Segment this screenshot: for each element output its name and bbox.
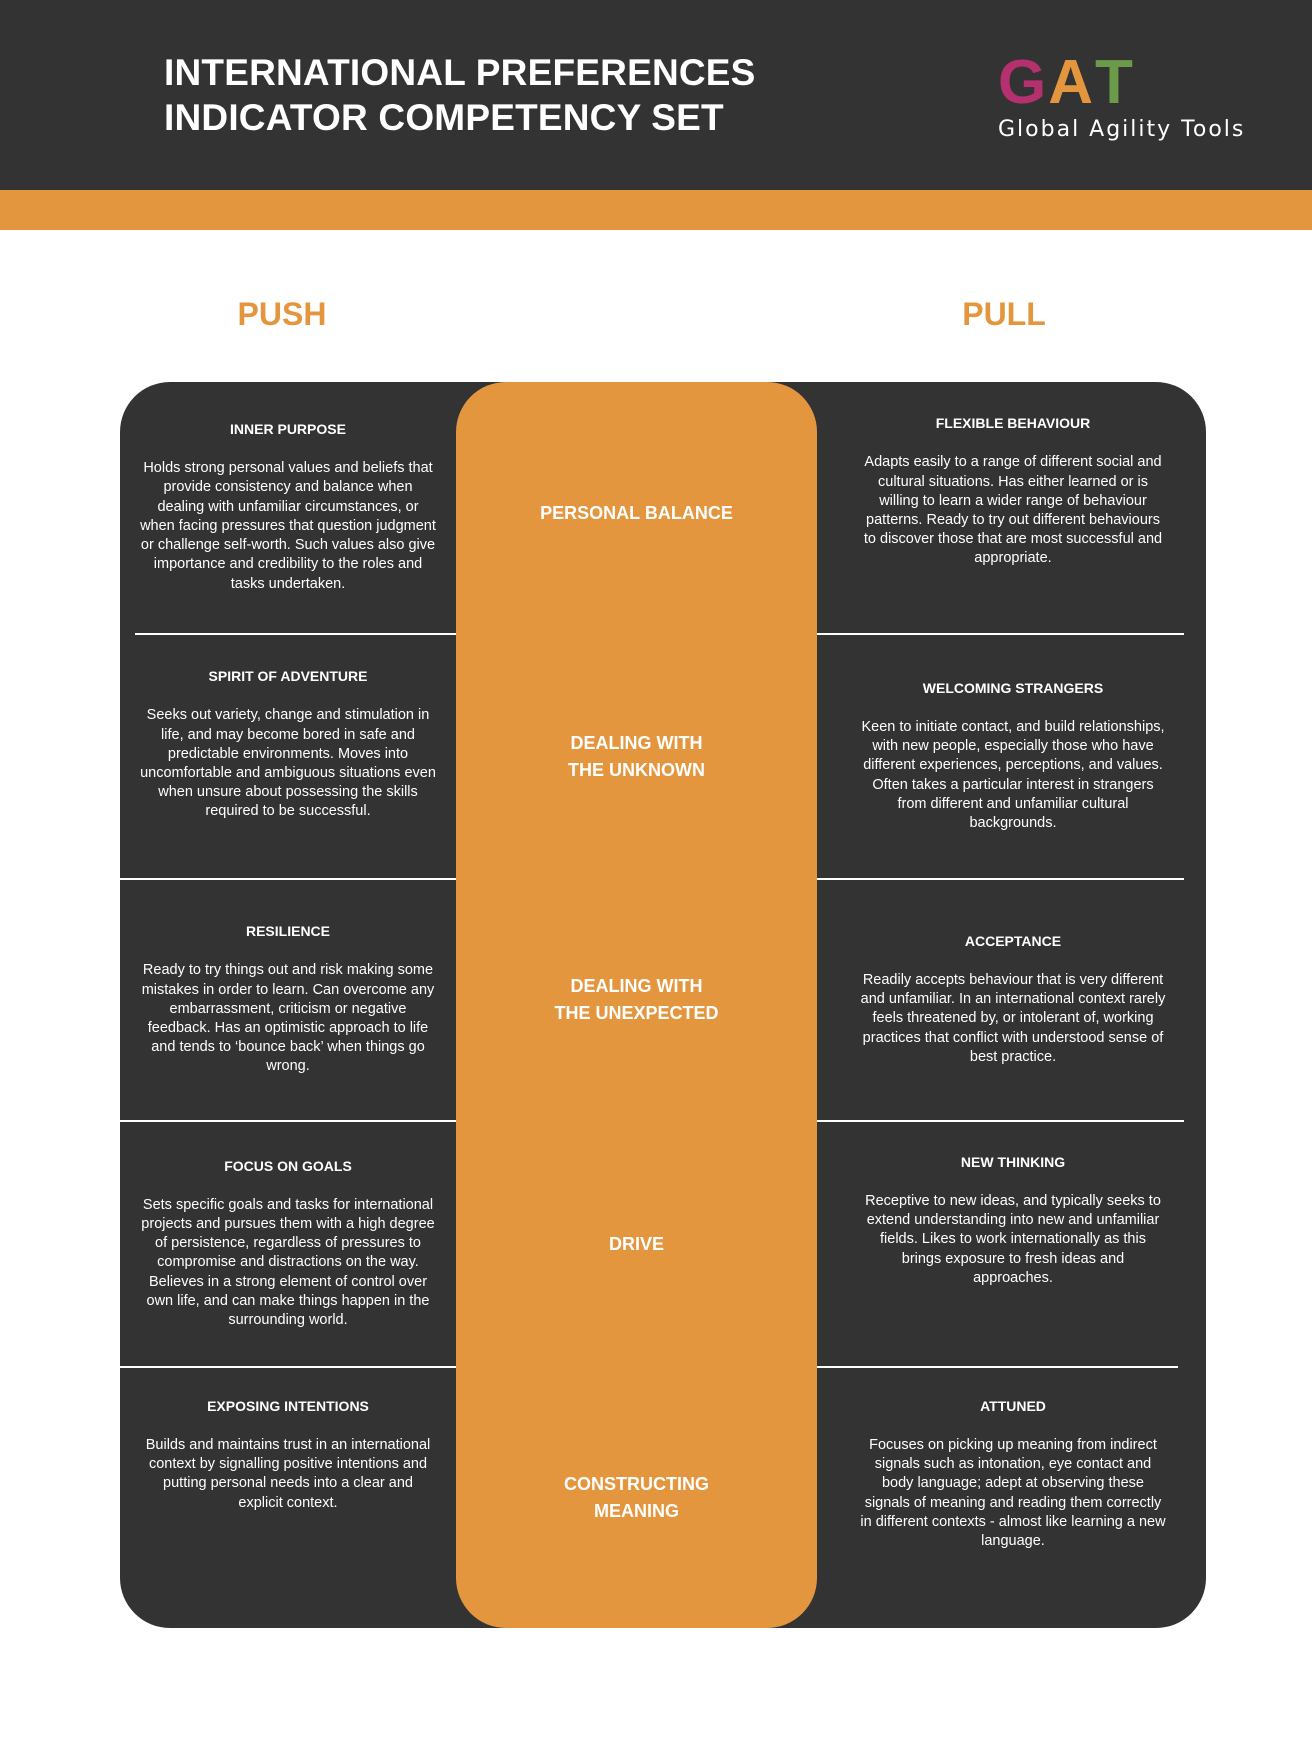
pull-cell — [860, 1132, 1166, 1310]
center-dimension-label — [456, 1368, 817, 1628]
pull-cell — [860, 880, 1166, 1120]
logo-tagline: Global Agility Tools — [998, 117, 1246, 142]
dimension-text: DRIVE — [608, 1233, 664, 1254]
logo-letters — [998, 50, 1245, 116]
logo-letter-g: G — [998, 48, 1049, 117]
push-competency-title: SPIRIT OF ADVENTURE — [208, 668, 368, 685]
pull-competency-title: NEW THINKING — [960, 1153, 1066, 1170]
pull-competency-description: Adapts easily to a range of different social and cultural situations. Has either learned or is willing to learn a wider range of behaviour patterns. Ready to try out different behaviours to discover those that are most successful and appropriate. — [863, 454, 1163, 567]
pull-competency-title: WELCOMING STRANGERS — [922, 679, 1104, 696]
pull-competency-description: Focuses on picking up meaning from indirect signals such as intonation, eye contact and body language; adept at observing these signals of meaning and reading them correctly in different contexts - almost like learning a new language. — [860, 1437, 1166, 1550]
push-competency-description: Seeks out variety, change and stimulation in life, and may become bored in safe and predictable environments. Moves into uncomfortable and ambiguous situations even when unsure about possessing the skills required to be successful. — [140, 707, 436, 820]
push-competency-title: INNER PURPOSE — [230, 421, 346, 438]
pull-cell — [860, 1398, 1166, 1618]
competency-panel — [120, 382, 1206, 1628]
pull-competency-description: Receptive to new ideas, and typically seeks to extend understanding into new and unfamiliar fields. Likes to work internationally as this brings exposure to fresh ideas and approaches. — [865, 1192, 1161, 1286]
logo-letter-t: T — [1095, 48, 1135, 117]
push-competency-title: EXPOSING INTENTIONS — [207, 1398, 369, 1414]
push-competency-title: RESILIENCE — [245, 923, 330, 940]
center-dimension-label — [456, 880, 817, 1120]
title-line-2: INDICATOR COMPETENCY SET — [164, 97, 724, 138]
pull-competency-title: FLEXIBLE BEHAVIOUR — [935, 415, 1091, 432]
header-accent-band — [0, 190, 1312, 230]
push-cell — [140, 635, 436, 855]
pull-competency-description: Keen to initiate contact, and build relationships, with new people, especially those who have different experiences, perceptions, and values. Often takes a particular interest in strangers from different and unfamiliar cultural backgrounds. — [861, 718, 1165, 831]
center-dimension-label — [456, 382, 817, 644]
logo-letter-a: A — [1048, 48, 1096, 117]
page-title — [164, 50, 756, 140]
competency-row — [120, 1368, 1206, 1628]
push-competency-description: Sets specific goals and tasks for international projects and pursues them with a high degree of persistence, regardless of pressures to compromise and distractions on the way. Believes in a strong element of control over own life, and can make things happen in the surrounding world. — [141, 1196, 435, 1328]
pull-heading: PULL — [962, 296, 1046, 332]
dimension-text: DEALING WITH THE UNEXPECTED — [554, 976, 719, 1023]
push-cell — [140, 1398, 436, 1598]
push-competency-title: FOCUS ON GOALS — [224, 1157, 352, 1174]
competency-row — [120, 880, 1206, 1120]
pull-cell — [860, 392, 1166, 592]
pull-competency-title: ACCEPTANCE — [964, 932, 1062, 949]
competency-row — [120, 635, 1206, 878]
dimension-text: DEALING WITH THE UNKNOWN — [568, 732, 705, 780]
pull-competency-description: Readily accepts behaviour that is very different and unfamiliar. In an international context rarely feels threatened by, or intolerant of, working practices that conflict with understood sense of best practice. — [860, 971, 1166, 1065]
title-line-1: INTERNATIONAL PREFERENCES — [164, 52, 756, 93]
pull-competency-title: ATTUNED — [980, 1398, 1046, 1414]
push-heading: PUSH — [237, 296, 327, 332]
dimension-text: PERSONAL BALANCE — [540, 502, 733, 523]
center-dimension-label — [456, 635, 817, 878]
page-header — [0, 0, 1312, 190]
push-cell — [140, 1122, 436, 1366]
push-cell — [140, 880, 436, 1120]
push-cell — [140, 382, 436, 633]
gat-logo — [998, 50, 1245, 142]
dimension-text: CONSTRUCTING MEANING — [564, 1474, 709, 1521]
competency-row — [120, 1122, 1206, 1366]
center-dimension-label — [456, 1122, 817, 1366]
push-competency-description: Holds strong personal values and beliefs that provide consistency and balance when dealing with unfamiliar circumstances, or when facing pressures that question judgment or challenge self-worth. Such values also give importance and credibility to the roles and tasks undertaken. — [140, 460, 436, 592]
push-competency-description: Ready to try things out and risk making some mistakes in order to learn. Can overcome any embarrassment, criticism or negative feedback. Has an optimistic approach to life and tends to ‘bounce back’ when things go wrong. — [141, 962, 435, 1075]
competency-row — [120, 382, 1206, 633]
push-competency-description: Builds and maintains trust in an international context by signalling positive intentions and putting personal needs into a clear and explicit context. — [145, 1437, 431, 1511]
pull-cell — [860, 635, 1166, 878]
